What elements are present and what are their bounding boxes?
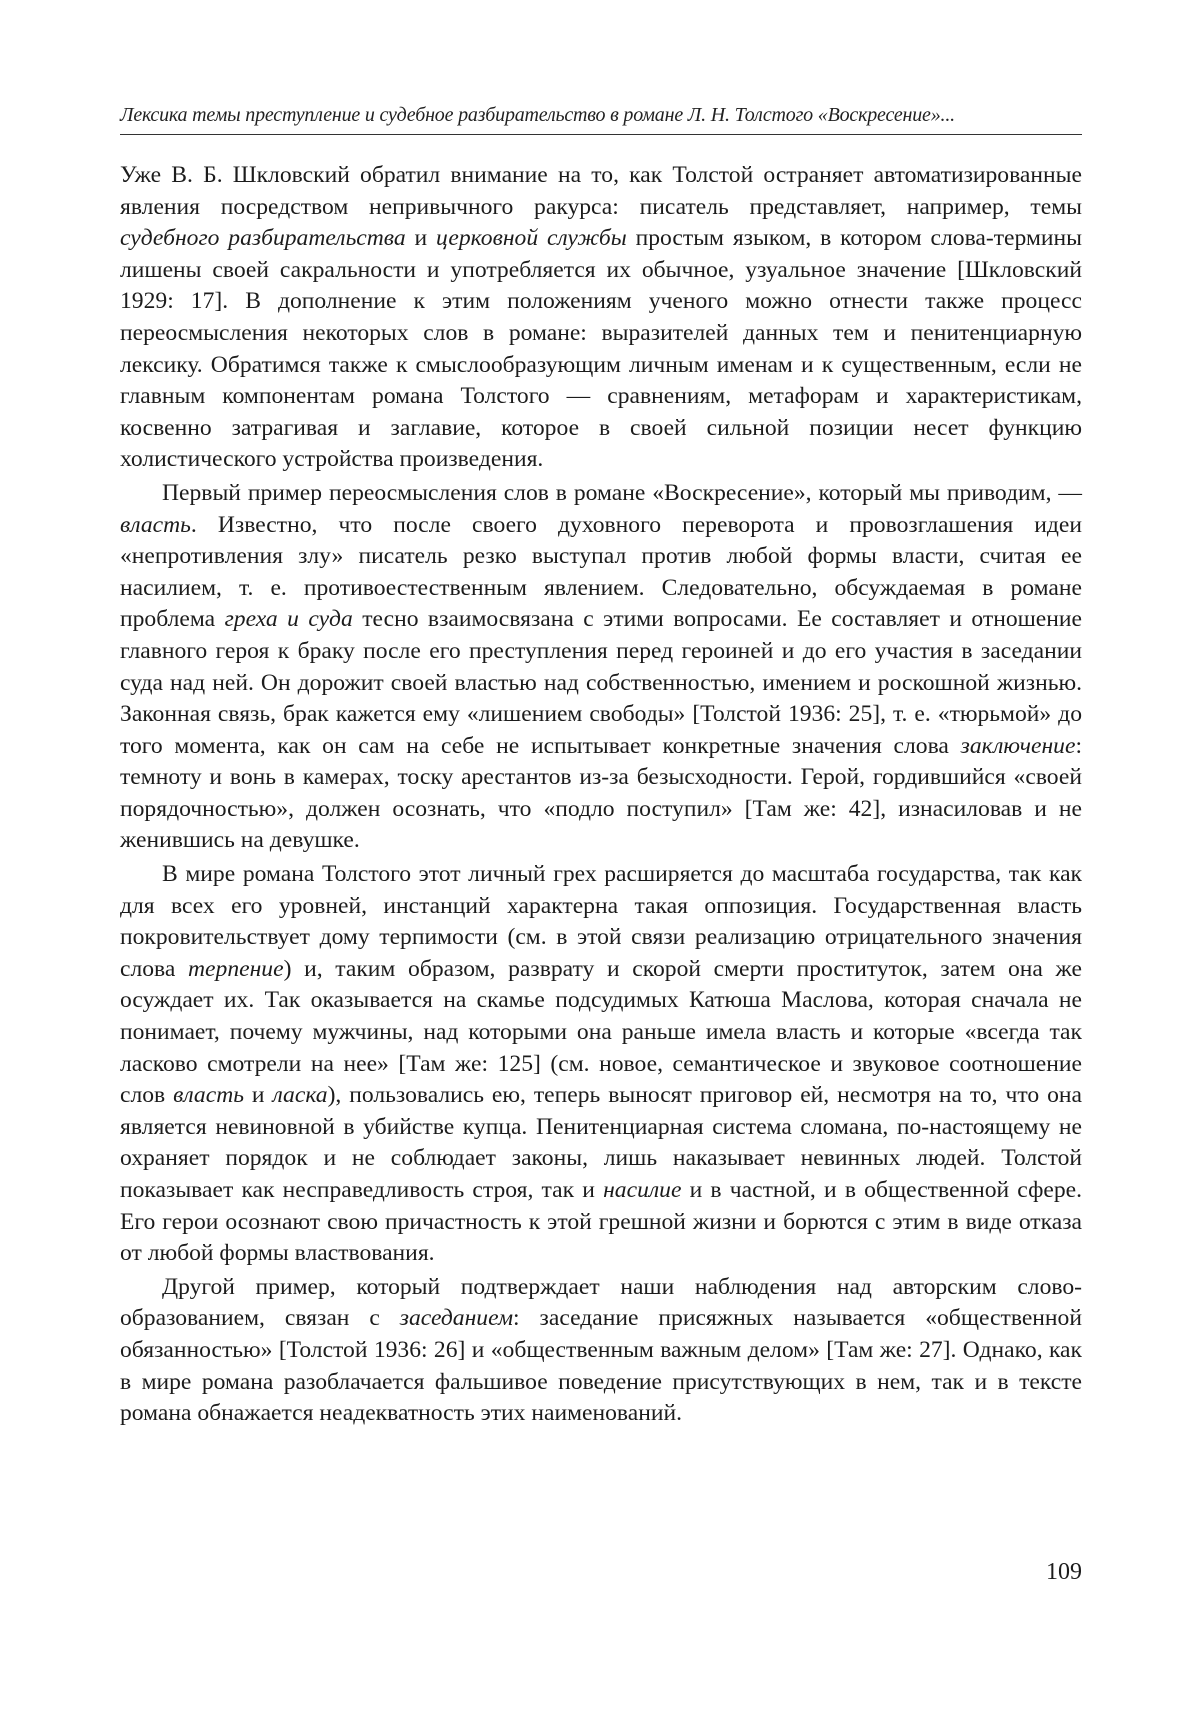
italic-term: терпение [188,955,284,982]
text-run: и [405,225,436,252]
italic-term: заключение [960,732,1076,759]
page-number: 109 [1046,1559,1082,1585]
paragraph [120,859,1082,1270]
header-rule [120,134,1082,135]
italic-term: власть [120,511,191,538]
text-run: . Известно, что после своего духовного переворота и провозглашения идеи «непротивления злу» писатель резко выступал против любой формы власти, считая ее насилием, т. е. противоестественным явлением. Следовательно, обсуждаемая в романе проблема [120,511,1082,633]
text-run: : заседание присяжных называется «общественной обязанностью» [Толстой 1936: 26] и «общественным важным делом» [Там же: 27]. Однако, как в мире романа разоблачается фальшивое поведение присутствующих в нем, так и в тексте романа обнажается неадекватность этих наименований. [120,1305,1082,1427]
running-header-title: Лексика темы преступление и судебное разбирательство в романе Л. Н. Толстого «Воскресение»... [120,104,955,126]
text-run: Другой пример, который подтверждает наши наблюдения над авторским словообразованием, связан с [120,1273,1082,1332]
text-run: В мире романа Толстого этот личный грех расширяется до масштаба государства, так как для всех его уровней, инстанций характерна такая оппозиция. Государственная власть покровительствует дому терпимости (см. в этой связи реализацию отрицательного значения слова [120,861,1082,982]
italic-term: судебного разбирательства [120,225,406,252]
italic-term: власть [173,1082,244,1109]
paragraph [120,478,1082,857]
text-run: ), пользовались ею, теперь выносят приговор ей, несмотря на то, что она является невиновной в убийстве купца. Пенитенциарная система сломана, по-настоящему не охраняет порядок и не соблюдает законы, лишь наказывает невинных людей. Толстой показывает как несправедливость строя, так и [120,1082,1082,1203]
paragraph [120,160,1082,476]
italic-term: церковной службы [436,225,627,252]
italic-term: насилие [603,1177,682,1203]
italic-term: ласка [272,1082,328,1109]
text-run: тесно взаимосвязана с этими вопросами. Ее составляет и отношение главного героя к браку после его преступления перед героиней и до его участия в заседании суда над ней. Он дорожит своей властью над собственностью, имением и роскошной жизнью. Законная связь, брак кажется ему «лишением свободы» [Толстой 1936: 25], т. е. «тюрьмой» до того момента, как он сам на себе не испытывает конкретные значения слова [120,606,1082,759]
text-run: и в частной, и в общественной сфере. Его герои осознают свою причастность к этой грешной жизни и борются с этим в виде отказа от любой формы властвования. [120,1177,1082,1267]
text-run: Уже В. Б. Шкловский обратил внимание на то, как Толстой остраняет автоматизированные явления посредством непривычного ракурса: писатель представляет, например, темы [120,162,1082,220]
paragraph [120,1272,1082,1430]
italic-term: греха и суда [224,606,353,633]
italic-term: заседанием [399,1305,514,1332]
text-run: Первый пример переосмысления слов в романе «Воскресение», который мы приводим, — [162,479,1082,506]
text-run: и [243,1082,273,1109]
text-run: ) и, таким образом, разврату и скорой смерти проституток, затем она же осуждает их. Так оказывается на скамье подсудимых Катюша Маслова, которая сначала не понимает, почему мужчины, над которыми она раньше имела власть и которые «всегда так ласково смотрели на нее» [Там же: 125] (см. новое, семантическое и звуковое соотношение слов [120,955,1082,1109]
text-run: : темноту и вонь в камерах, тоску арестантов из-за безысходности. Герой, гордившийся «своей порядочностью», должен осознать, что «подло поступил» [Там же: 42], изнасиловав и не женившись на девушке. [120,732,1082,854]
article-body [120,160,1082,1430]
text-run: простым языком, в котором слова-термины лишены своей сакральности и употребляется их обычное, узуальное значение [Шкловский 1929: 17]. В дополнение к этим положениям ученого можно отнести также процесс переосмысления некоторых слов в романе: выразителей данных тем и пенитенциарную лексику. Обратимся также к смыслообразующим личным именам и к существенным, если не главным компонентам романа Толстого — сравнениям, метафорам и характеристикам, косвенно затрагивая и заглавие, которое в своей сильной позиции несет функцию холистического устройства произведения. [120,225,1082,473]
